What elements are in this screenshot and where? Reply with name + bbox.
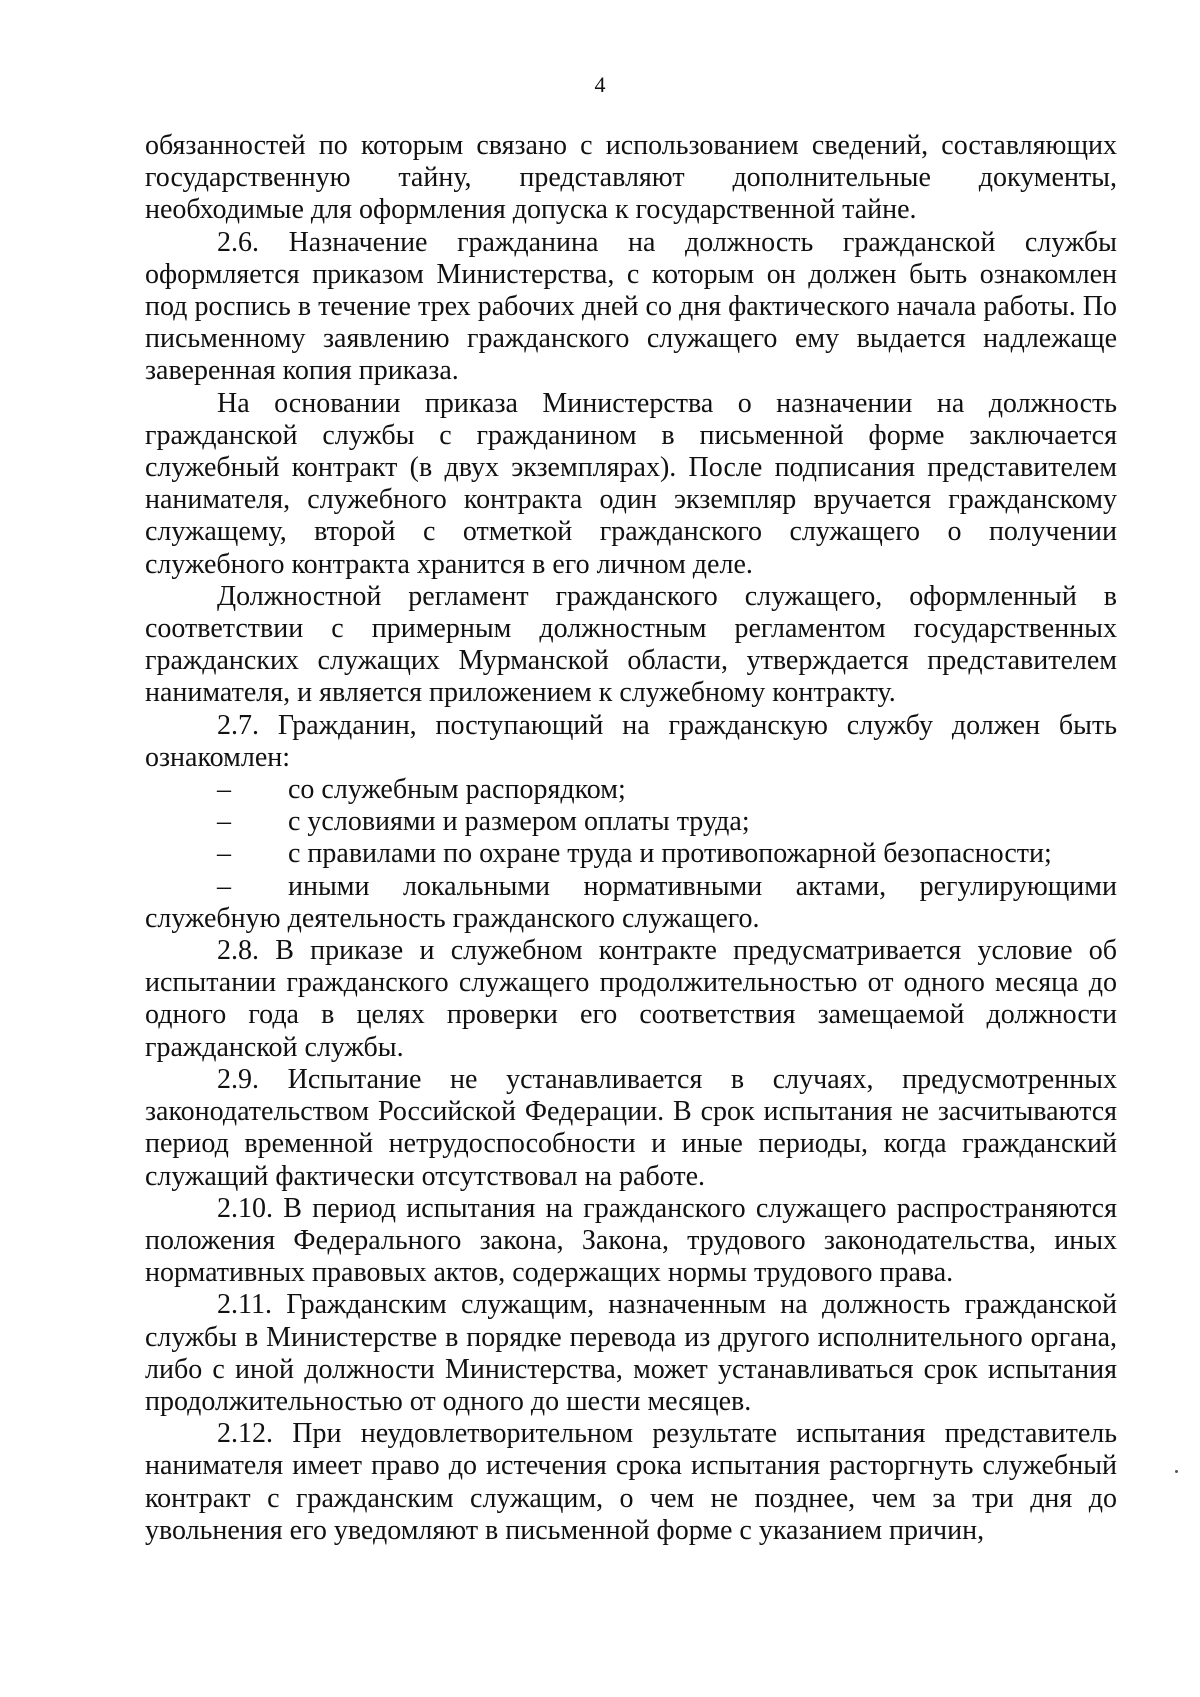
page-number: 4 [594, 72, 606, 97]
list-item [145, 871, 1117, 935]
paragraph-2-12: 2.12. При неудовлетворительном результате испытания представитель нанимателя имеет право до истечения срока испытания расторгнуть служебный контракт с гражданским служащим, о чем не позднее, чем за три дня до увольнения его уведомляют в письменной форме с указанием причин, [145, 1418, 1117, 1546]
paragraph-continuation: обязанностей по которым связано с использованием сведений, составляющих государственную тайну, представляют дополнительные документы, необходимые для оформления допуска к государственной тайне. [145, 130, 1117, 226]
list-dash: – [217, 838, 231, 870]
paragraph-2-11: 2.11. Гражданским служащим, назначенным на должность гражданской службы в Министерстве в порядке перевода из другого исполнительного органа, либо с иной должности Министерства, может устанавливаться срок испытания продолжительностью от одного до шести месяцев. [145, 1289, 1117, 1417]
list-item-text: иными локальными нормативными актами, регулирующими служебную деятельность гражданского служащего. [145, 870, 1117, 934]
list-item-text: с условиями и размером оплаты труда; [288, 806, 750, 838]
paragraph-2-7: 2.7. Гражданин, поступающий на гражданскую службу должен быть ознакомлен: [145, 709, 1117, 773]
list-dash: – [217, 774, 231, 806]
document-body [145, 130, 1117, 1547]
paragraph-2-10: 2.10. В период испытания на гражданского служащего распространяются положения Федерального закона, Закона, трудового законодательства, иных нормативных правовых актов, содержащих нормы трудового права. [145, 1192, 1117, 1289]
paragraph-2-8: 2.8. В приказе и служебном контракте предусматривается условие об испытании гражданского служащего продолжительностью от одного месяца до одного года в целях проверки его соответствия замещаемой должности гражданской службы. [145, 935, 1117, 1063]
list-item [145, 838, 1117, 870]
paragraph-regulation: Должностной регламент гражданского служащего, оформленный в соответствии с примерным должностным регламентом государственных гражданских служащих Мурманской области, утверждается представителем нанимателя, и является приложением к служебному контракту. [145, 580, 1117, 709]
list-item-text: с правилами по охране труда и противопожарной безопасности; [288, 838, 1052, 870]
paragraph-2-9: 2.9. Испытание не устанавливается в случаях, предусмотренных законодательством Российской Федерации. В срок испытания не засчитываются период временной нетрудоспособности и иные периоды, когда гражданский служащий фактически отсутствовал на работе. [145, 1063, 1117, 1192]
scan-speck [1175, 1470, 1178, 1473]
list-item-text: со служебным распорядком; [288, 774, 626, 806]
list-dash: – [217, 806, 231, 838]
paragraph-contract: На основании приказа Министерства о назначении на должность гражданской службы с гражданином в письменной форме заключается служебный контракт (в двух экземплярах). После подписания представителем нанимателя, служебного контракта один экземпляр вручается гражданскому служащему, второй с отметкой гражданского служащего о получении служебного контракта хранится в его личном деле. [145, 387, 1117, 580]
list-dash: – [217, 870, 231, 902]
paragraph-2-6: 2.6. Назначение гражданина на должность гражданской службы оформляется приказом Министерства, с которым он должен быть ознакомлен под роспись в течение трех рабочих дней со дня фактического начала работы. По письменному заявлению гражданского служащего ему выдается надлежаще заверенная копия приказа. [145, 226, 1117, 387]
list-item [145, 774, 1117, 806]
list-item [145, 806, 1117, 838]
